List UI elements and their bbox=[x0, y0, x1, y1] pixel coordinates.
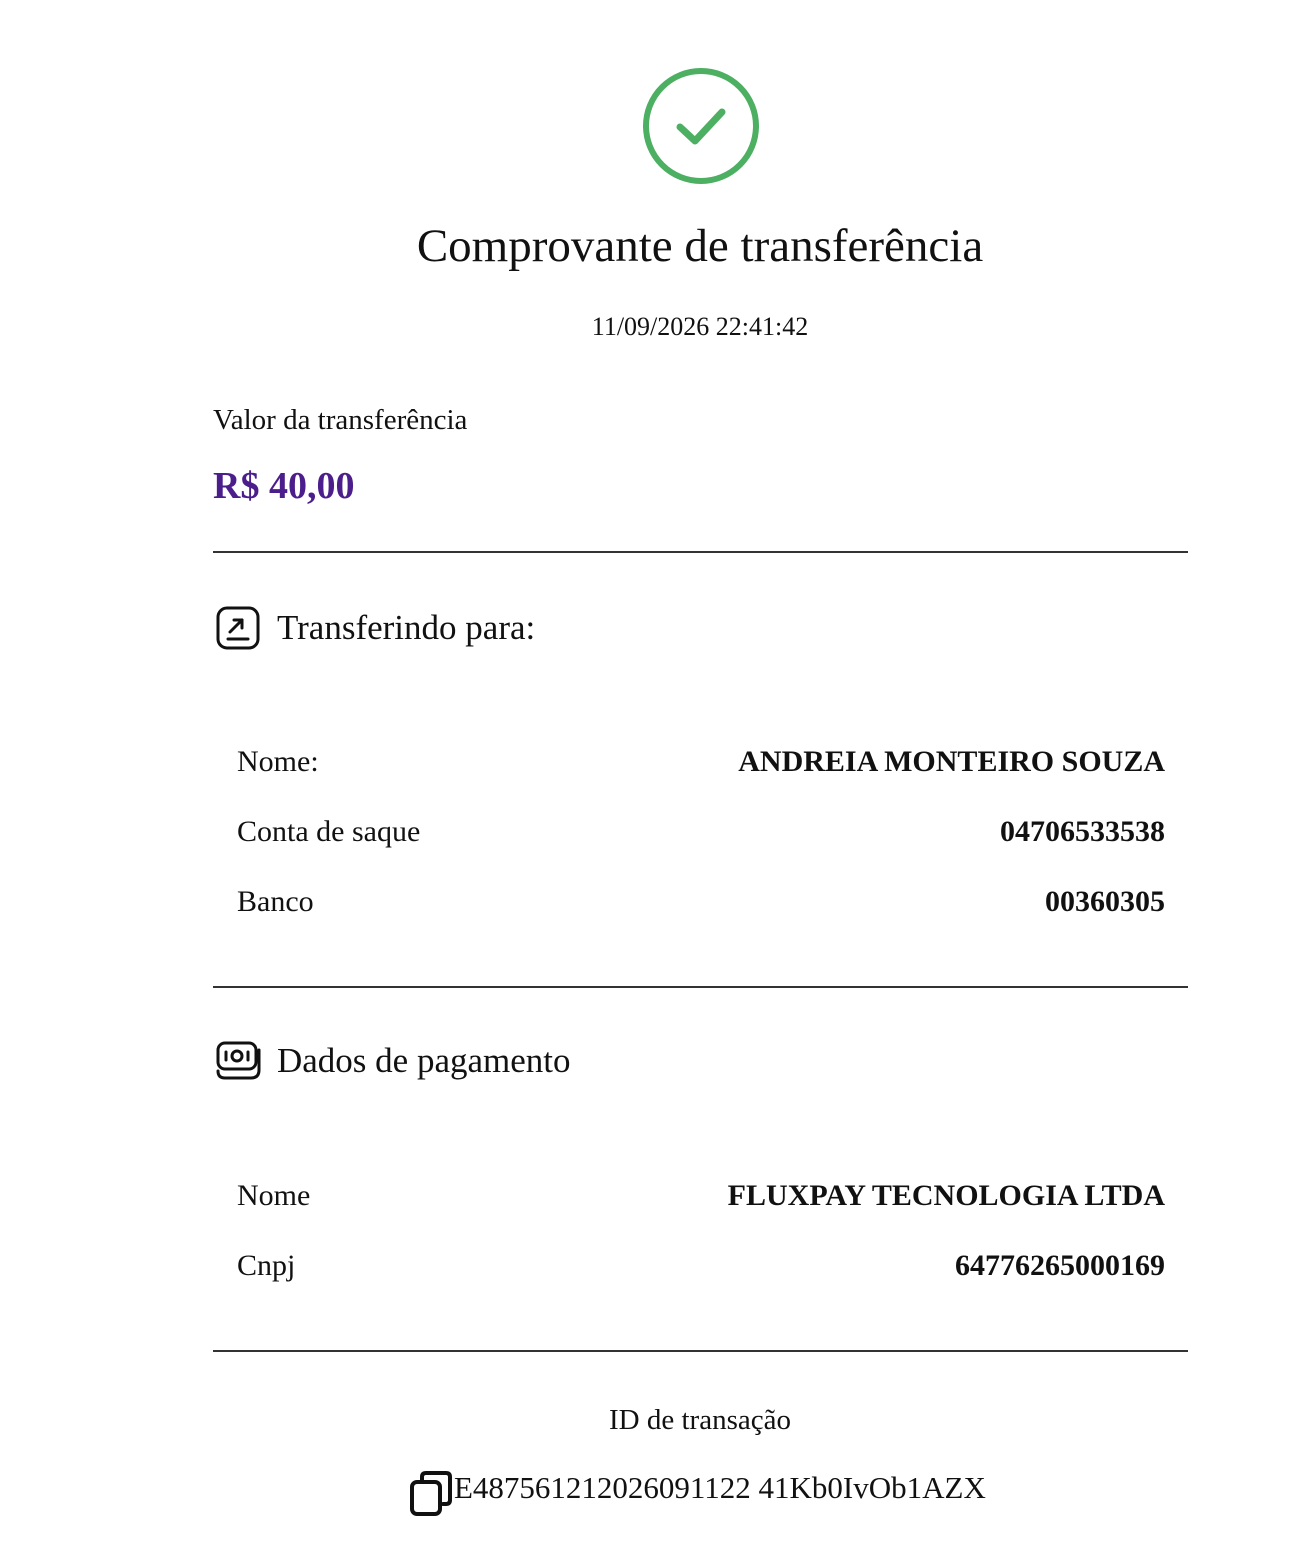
row-label: Nome: bbox=[237, 745, 319, 778]
divider bbox=[213, 551, 1188, 553]
transaction-id-value[interactable]: E487561212026091122 41Kb0IvOb1AZX bbox=[454, 1470, 986, 1505]
row-value: 04706533538 bbox=[1000, 815, 1165, 848]
amount-label: Valor da transferência bbox=[213, 404, 468, 436]
payment-section-header bbox=[215, 1038, 571, 1084]
row-value: ANDREIA MONTEIRO SOUZA bbox=[738, 745, 1165, 778]
recipient-section-header bbox=[215, 605, 535, 651]
payment-cnpj-row bbox=[237, 1246, 1165, 1286]
row-label: Nome bbox=[237, 1179, 311, 1212]
money-bills-icon bbox=[215, 1038, 261, 1084]
transaction-id-line bbox=[410, 1470, 986, 1514]
payment-heading: Dados de pagamento bbox=[277, 1041, 571, 1080]
amount-value: R$ 40,00 bbox=[213, 465, 355, 507]
row-value: FLUXPAY TECNOLOGIA LTDA bbox=[727, 1179, 1165, 1212]
check-circle-icon bbox=[642, 68, 760, 186]
row-value: 00360305 bbox=[1045, 885, 1165, 918]
transaction-id-label: ID de transação bbox=[609, 1404, 791, 1436]
transfer-out-icon bbox=[215, 605, 261, 651]
payment-name-row bbox=[237, 1176, 1165, 1216]
divider bbox=[213, 986, 1188, 988]
recipient-bank-row bbox=[237, 882, 1165, 922]
copy-icon[interactable] bbox=[410, 1470, 452, 1516]
row-label: Conta de saque bbox=[237, 815, 421, 848]
recipient-name-row bbox=[237, 742, 1165, 782]
transfer-timestamp: 11/09/2026 22:41:42 bbox=[591, 312, 809, 341]
recipient-heading: Transferindo para: bbox=[277, 608, 536, 647]
page-title: Comprovante de transferência bbox=[416, 220, 984, 272]
row-label: Cnpj bbox=[237, 1249, 296, 1282]
row-value: 64776265000169 bbox=[955, 1249, 1165, 1282]
row-label: Banco bbox=[237, 885, 314, 918]
divider bbox=[213, 1350, 1188, 1352]
recipient-account-row bbox=[237, 812, 1165, 852]
